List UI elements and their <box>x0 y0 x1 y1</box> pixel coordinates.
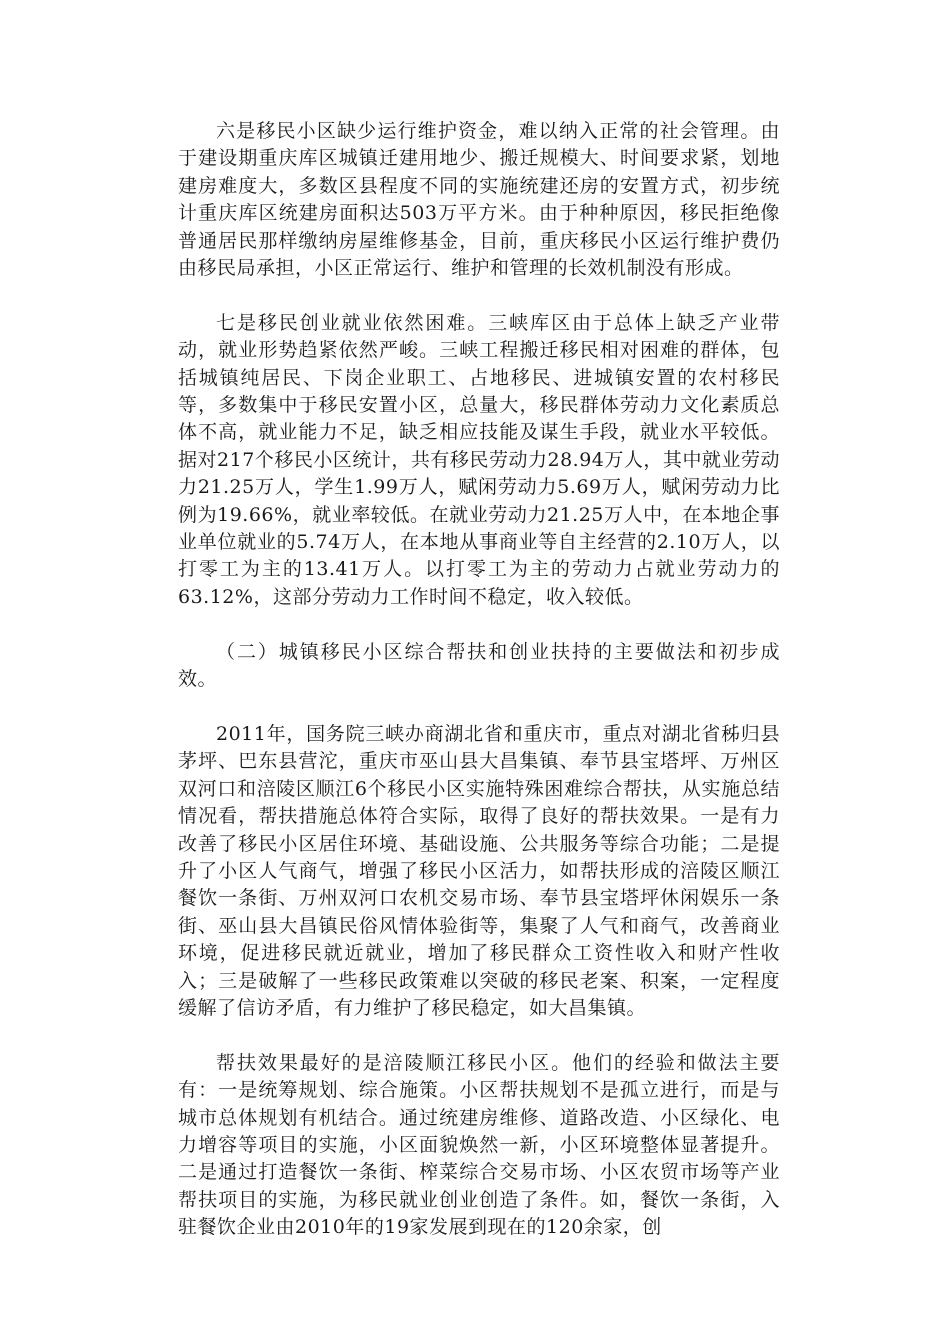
section-heading: （二）城镇移民小区综合帮扶和创业扶持的主要做法和初步成效。 <box>178 640 780 691</box>
paragraph-2011-assistance: 2011年，国务院三峡办商湖北省和重庆市，重点对湖北省秭归县茅坪、巴东县营沱，重庆市巫山县大昌集镇、奉节县宝塔坪、万州区双河口和涪陵区顺江6个移民小区实施特殊困难综合帮扶，从实施总结情况看，帮扶措施总体符合实际，取得了良好的帮扶效果。一是有力改善了移民小区居住环境、基础设施、公共服务等综合功能；二是提升了小区人气商气，增强了移民小区活力，如帮扶形成的涪陵区顺江餐饮一条街、万州双河口农机交易市场、奉节县宝塔坪休闲娱乐一条街、巫山县大昌镇民俗风情体验街等，集聚了人气和商气，改善商业环境，促进移民就近就业，增加了移民群众工资性收入和财产性收入；三是破解了一些移民政策难以突破的移民老案、积案，一定程度缓解了信访矛盾，有力维护了移民稳定，如大昌集镇。 <box>178 722 780 1019</box>
document-body <box>178 118 780 1269</box>
paragraph-item-7: 七是移民创业就业依然困难。三峡库区由于总体上缺乏产业带动，就业形势趋紧依然严峻。三峡工程搬迁移民相对困难的群体，包括城镇纯居民、下岗企业职工、占地移民、进城镇安置的农村移民等，多数集中于移民安置小区，总量大，移民群体劳动力文化素质总体不高，就业能力不足，缺乏相应技能及谋生手段，就业水平较低。据对217个移民小区统计，共有移民劳动力28.94万人，其中就业劳动力21.25万人，学生1.99万人，赋闲劳动力5.69万人，赋闲劳动力比例为19.66%，就业率较低。在就业劳动力21.25万人中，在本地企事业单位就业的5.74万人，在本地从事商业等自主经营的2.10万人，以打零工为主的13.41万人。以打零工为主的劳动力占就业劳动力的63.12%，这部分劳动力工作时间不稳定，收入较低。 <box>178 311 780 608</box>
paragraph-item-6: 六是移民小区缺少运行维护资金，难以纳入正常的社会管理。由于建设期重庆库区城镇迁建用地少、搬迁规模大、时间要求紧，划地建房难度大，多数区县程度不同的实施统建还房的安置方式，初步统计重庆库区统建房面积达503万平方米。由于种种原因，移民拒绝像普通居民那样缴纳房屋维修基金，目前，重庆移民小区运行维护费仍由移民局承担，小区正常运行、维护和管理的长效机制没有形成。 <box>178 120 780 280</box>
paragraph-fuling-shunjiang: 帮扶效果最好的是涪陵顺江移民小区。他们的经验和做法主要有：一是统筹规划、综合施策。小区帮扶规划不是孤立进行，而是与城市总体规划有机结合。通过统建房维修、道路改造、小区绿化、电力增容等项目的实施，小区面貌焕然一新，小区环境整体显著提升。二是通过打造餐饮一条街、榨菜综合交易市场、小区农贸市场等产业帮扶项目的实施，为移民就业创业创造了条件。如，餐饮一条街，入驻餐饮企业由2010年的19家发展到现在的120余家，创 <box>178 1051 780 1239</box>
